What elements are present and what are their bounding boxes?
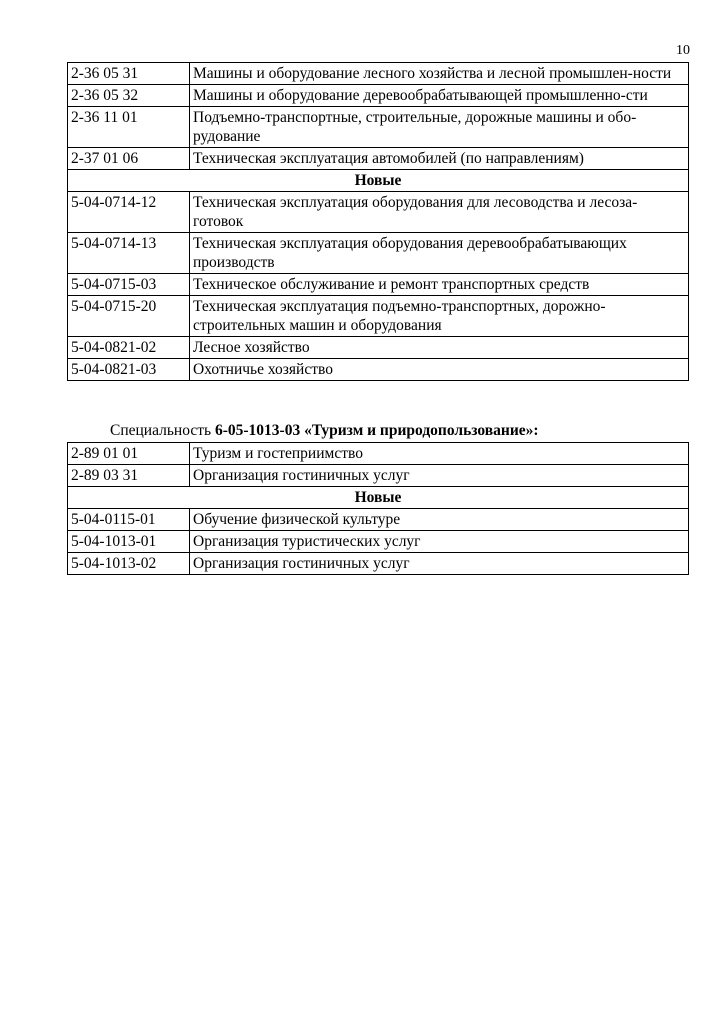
table-row [68, 233, 689, 274]
row-code: 2-37 01 06 [68, 148, 190, 170]
table-row [68, 553, 689, 575]
row-title: Лесное хозяйство [190, 337, 689, 359]
row-code: 2-36 05 31 [68, 63, 190, 85]
table-row [68, 85, 689, 107]
table-row [68, 443, 689, 465]
row-code: 5-04-0821-03 [68, 359, 190, 381]
table-row [68, 465, 689, 487]
group-row [68, 487, 689, 509]
row-title: Машины и оборудование лесного хозяйства и лесной промышлен-ности [190, 63, 689, 85]
row-title: Техническая эксплуатация оборудования деревообрабатывающих производств [190, 233, 689, 274]
table-row [68, 359, 689, 381]
row-title: Охотничье хозяйство [190, 359, 689, 381]
specialty-table-1 [67, 62, 689, 381]
table-row [68, 509, 689, 531]
specialty-code-name: 6-05-1013-03 «Туризм и природопользование»: [214, 422, 539, 439]
table-row [68, 192, 689, 233]
table-row [68, 296, 689, 337]
row-title: Техническая эксплуатация автомобилей (по направлениям) [190, 148, 689, 170]
table-row [68, 337, 689, 359]
row-title: Техническое обслуживание и ремонт транспортных средств [190, 274, 689, 296]
row-code: 5-04-0714-13 [68, 233, 190, 274]
row-title: Обучение физической культуре [190, 509, 689, 531]
table-row [68, 531, 689, 553]
row-code: 5-04-0821-02 [68, 337, 190, 359]
row-title: Организация туристических услуг [190, 531, 689, 553]
specialty-prefix: Специальность [110, 422, 215, 439]
row-title: Туризм и гостеприимство [190, 443, 689, 465]
row-code: 5-04-0115-01 [68, 509, 190, 531]
table-row [68, 107, 689, 148]
row-title: Подъемно-транспортные, строительные, дорожные машины и обо-рудование [190, 107, 689, 148]
row-code: 5-04-0715-20 [68, 296, 190, 337]
row-code: 2-36 05 32 [68, 85, 190, 107]
row-title: Машины и оборудование деревообрабатывающей промышленно-сти [190, 85, 689, 107]
row-code: 5-04-1013-01 [68, 531, 190, 553]
row-code: 2-36 11 01 [68, 107, 190, 148]
row-title: Организация гостиничных услуг [190, 553, 689, 575]
group-label: Новые [68, 170, 689, 192]
row-code: 2-89 01 01 [68, 443, 190, 465]
specialty-heading [110, 421, 539, 440]
group-row [68, 170, 689, 192]
table-row [68, 274, 689, 296]
page-number: 10 [676, 43, 690, 58]
row-title: Техническая эксплуатация оборудования для лесоводства и лесоза-готовок [190, 192, 689, 233]
row-title: Техническая эксплуатация подъемно-транспортных, дорожно-строительных машин и оборудования [190, 296, 689, 337]
specialty-table-2 [67, 442, 689, 575]
group-label: Новые [68, 487, 689, 509]
table-row [68, 63, 689, 85]
row-code: 5-04-0715-03 [68, 274, 190, 296]
row-title: Организация гостиничных услуг [190, 465, 689, 487]
table-row [68, 148, 689, 170]
row-code: 5-04-1013-02 [68, 553, 190, 575]
row-code: 2-89 03 31 [68, 465, 190, 487]
row-code: 5-04-0714-12 [68, 192, 190, 233]
